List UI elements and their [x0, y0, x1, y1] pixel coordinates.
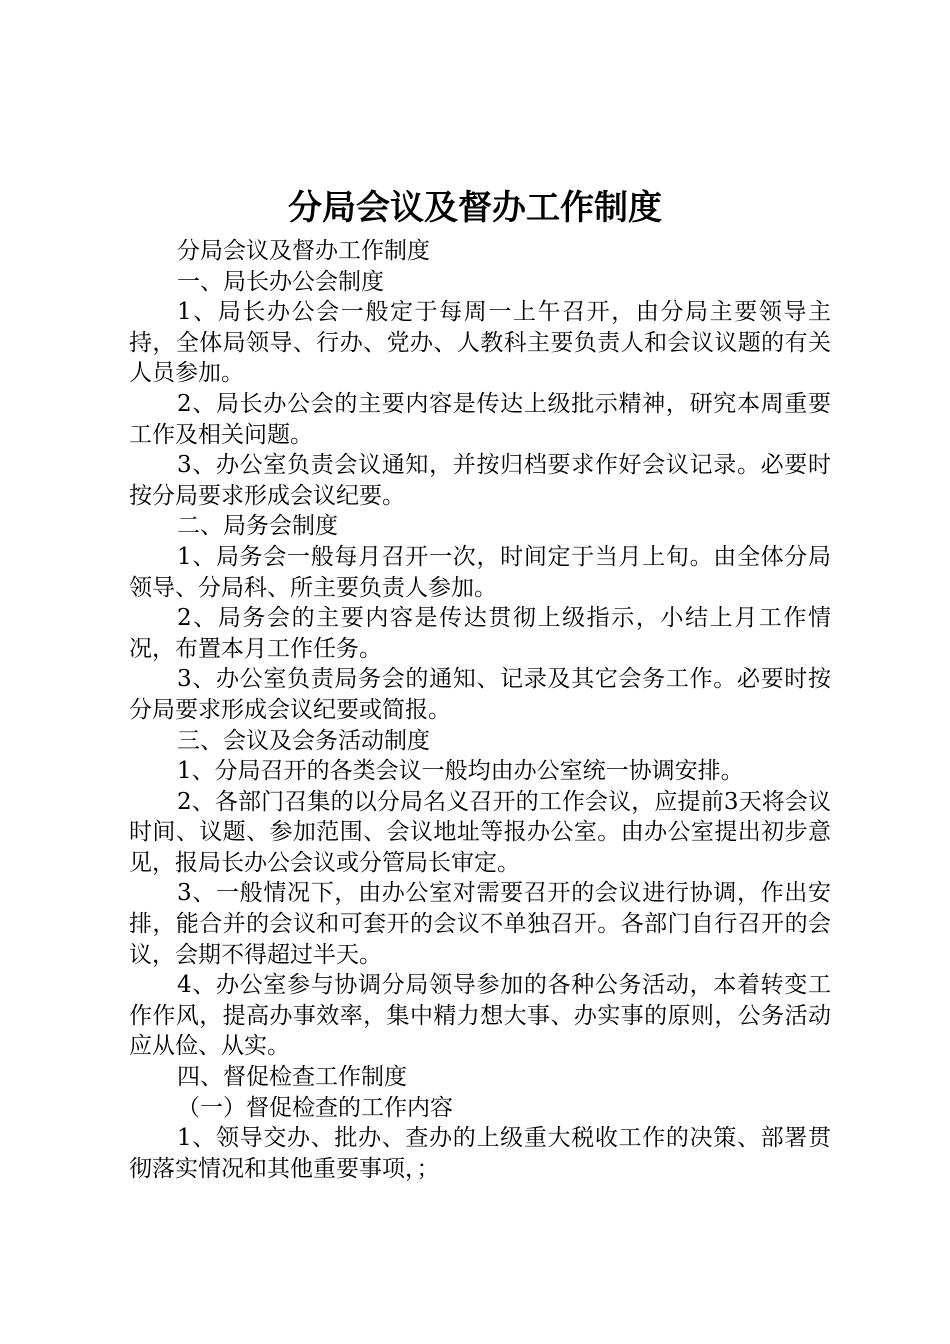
paragraph: 1、领导交办、批办、查办的上级重大税收工作的决策、部署贯彻落实情况和其他重要事项，；: [129, 1125, 831, 1182]
paragraph: 4、办公室参与协调分局领导参加的各种公务活动，本着转变工作作风，提高办事效率，集中精力想大事、办实事的原则，公务活动应从俭、从实。: [129, 972, 831, 1060]
paragraph: 1、局务会一般每月召开一次，时间定于当月上旬。由全体分局领导、分局科、所主要负责人参加。: [129, 543, 831, 601]
document-body: [129, 236, 831, 1184]
document-title: 分局会议及督办工作制度: [288, 188, 662, 228]
paragraph: 3、办公室负责局务会的通知、记录及其它会务工作。必要时按分局要求形成会议纪要或简报。: [129, 666, 831, 723]
paragraph: 1、分局召开的各类会议一般均由办公室统一协调安排。: [177, 758, 744, 785]
paragraph-heading-repeat: 分局会议及督办工作制度: [177, 238, 430, 264]
paragraph: 2、局长办公会的主要内容是传达上级批示精神，研究本周重要工作及相关问题。: [129, 390, 831, 448]
subsection-heading: （一）督促检查的工作内容: [177, 1094, 453, 1121]
section-heading-1: 一、局长办公会制度: [177, 268, 384, 295]
section-heading-2: 二、局务会制度: [177, 513, 338, 540]
paragraph: 1、局长办公会一般定于每周一上午召开，由分局主要领导主持，全体局领导、行办、党办、人教科主要负责人和会议议题的有关人员参加。: [129, 299, 831, 387]
paragraph: 3、一般情况下，由办公室对需要召开的会议进行协调，作出安排，能合并的会议和可套开的会议不单独召开。各部门自行召开的会议，会期不得超过半天。: [129, 880, 831, 968]
paragraph: 2、局务会的主要内容是传达贯彻上级指示，小结上月工作情况，布置本月工作任务。: [129, 605, 831, 662]
paragraph: 2、各部门召集的以分局名义召开的工作会议，应提前3天将会议时间、议题、参加范围、会议地址等报办公室。由办公室提出初步意见，报局长办公会议或分管局长审定。: [129, 788, 831, 876]
paragraph: 3、办公室负责会议通知，并按归档要求作好会议记录。必要时按分局要求形成会议纪要。: [129, 452, 831, 509]
section-heading-4: 四、督促检查工作制度: [177, 1064, 407, 1091]
section-heading-3: 三、会议及会务活动制度: [177, 727, 430, 754]
